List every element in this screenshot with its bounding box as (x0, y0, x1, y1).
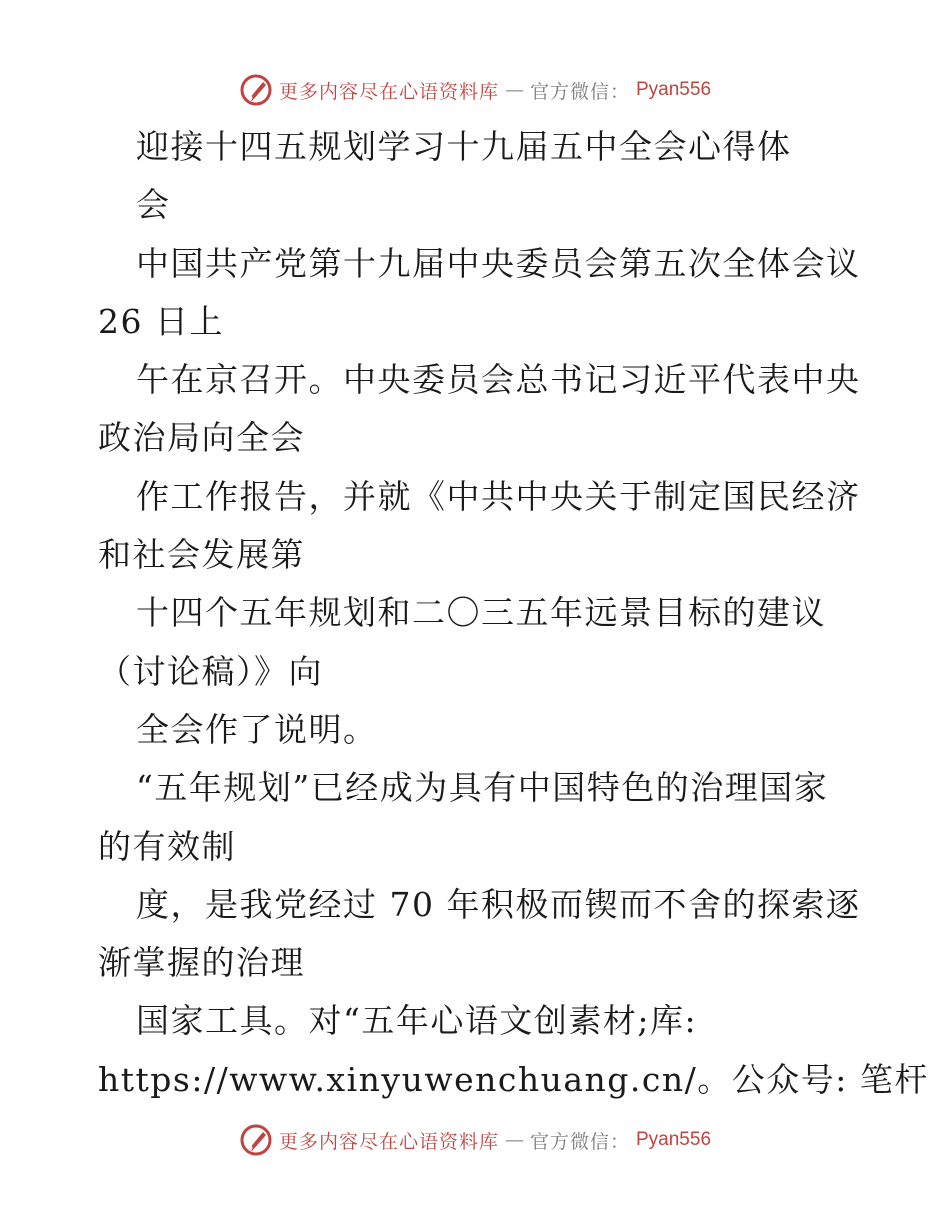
banner-main-text: 更多内容尽在心语资料库 (278, 80, 499, 103)
banner-wechat-id: Pyan556 (636, 1129, 712, 1150)
body-text (98, 118, 929, 1109)
pen-logo-icon (239, 1123, 273, 1157)
header-banner (0, 70, 950, 110)
text-line: （讨论稿）》向 (98, 651, 323, 691)
banner-wechat-id: Pyan556 (636, 79, 712, 100)
banner-separator: — (504, 79, 524, 101)
text-line: 26 日上 (98, 301, 224, 341)
banner-main-text: 更多内容尽在心语资料库 (278, 1130, 499, 1153)
text-line: 会 (136, 185, 171, 225)
text-line: 迎接十四五规划学习十九届五中全会心得体 (136, 127, 792, 166)
text-line: 渐掌握的治理 (98, 943, 305, 983)
text-line: “五年规划”已经成为具有中国特色的治理国家 (136, 768, 829, 808)
banner-wechat-label: 官方微信： (529, 1130, 630, 1153)
text-line: 国家工具。对“五年心语文创素材;库: (136, 1001, 698, 1041)
pen-logo-icon (239, 73, 273, 107)
text-line: 政治局向全会 (98, 418, 305, 458)
text-line: 和社会发展第 (98, 535, 305, 575)
banner-wechat-label: 官方微信： (529, 80, 630, 103)
footer-banner (0, 1120, 950, 1160)
text-line: 作工作报告，并就《中共中央关于制定国民经济 (136, 476, 861, 516)
text-line: 度，是我党经过 70 年积极而锲而不舍的探索逐 (136, 884, 861, 924)
text-line-url: https://www.xinyuwenchuang.cn/。公众号: 笔杆 (98, 1059, 929, 1099)
banner-separator: — (504, 1129, 524, 1151)
text-line: 全会作了说明。 (136, 709, 378, 749)
text-line: 的有效制 (98, 826, 236, 866)
text-line: 十四个五年规划和二〇三五年远景目标的建议 (136, 593, 826, 633)
text-line: 中国共产党第十九届中央委员会第五次全体会议 (136, 243, 861, 283)
text-line: 午在京召开。中央委员会总书记习近平代表中央 (136, 360, 861, 400)
